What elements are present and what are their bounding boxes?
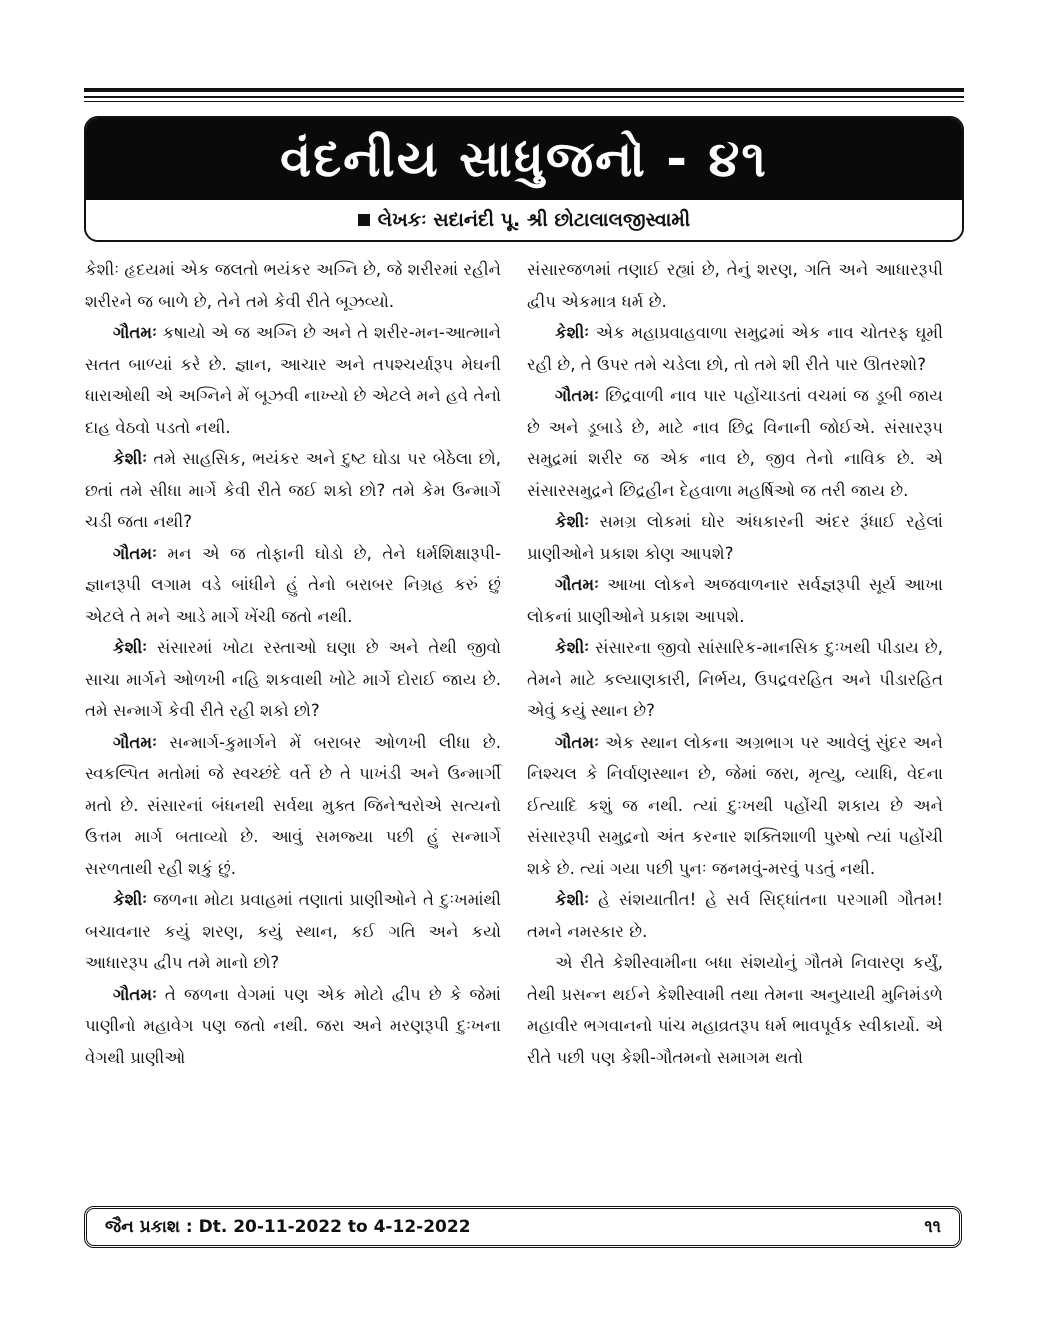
speaker-label: ગૌતમઃ	[113, 323, 157, 342]
paragraph	[527, 947, 943, 1073]
paragraph-text: હે સંશયાતીત! હે સર્વ સિદ્ધાંતના પરગામી ગૌતમ! તમને નમસ્કાર છે.	[527, 890, 943, 941]
paragraph	[527, 254, 943, 317]
paragraph-text: આખા લોકને અજવાળનાર સર્વજ્ઞરૂપી સૂર્ય આખા લોકનાં પ્રાણીઓને પ્રકાશ આપશે.	[527, 575, 943, 626]
speaker-label: ગૌતમઃ	[113, 543, 157, 563]
paragraph	[85, 979, 501, 1074]
paragraph-text: એ રીતે કેશીસ્વામીના બધા સંશયોનું ગૌતમે નિવારણ કર્યું, તેથી પ્રસન્ન થઈને કેશીસ્વામી તથા તેમના અનુયાયી મુનિમંડળે મહાવીર ભગવાનનો પાંચ મહાવ્રતરૂપ ધર્મ ભાવપૂર્વક સ્વીકાર્યો. એ રીતે પછી પણ કેશી-ગૌતમનો સમાગમ થતો	[527, 953, 943, 1067]
square-bullet-icon	[358, 214, 370, 226]
paragraph	[527, 632, 943, 727]
paragraph-text: સન્માર્ગ-કુમાર્ગને મેં બરાબર ઓળખી લીધા છે. સ્વકલ્પિત મતોમાં જે સ્વચ્છંદે વર્તે છે તે પાખંડી અને ઉન્માર્ગી મતો છે. સંસારનાં બંધનથી સર્વથા મુક્ત જિનેશ્વરોએ સત્યનો ઉત્તમ માર્ગ બતાવ્યો છે. આવું સમજ્યા પછી હું સન્માર્ગે સરળતાથી રહી શકું છું.	[85, 732, 501, 878]
speaker-label: કેશીઃ	[113, 638, 148, 657]
paragraph-text: એક મહાપ્રવાહવાળા સમુદ્રમાં એક નાવ ચોતરફ ઘૂમી રહી છે, તે ઉપર તમે ચડેલા છો, તો તમે શી રીતે પાર ઊતરશો?	[527, 323, 943, 374]
paragraph	[85, 254, 501, 317]
page-number: ૧૧	[924, 1217, 941, 1237]
paragraph-text: સંસારમાં ખોટા રસ્તાઓ ઘણા છે અને તેથી જીવો સાચા માર્ગને ઓળખી નહિ શકવાથી ખોટે માર્ગે દોરાઈ જાય છે. તમે સન્માર્ગે કેવી રીતે રહી શકો છો?	[85, 638, 501, 720]
speaker-label: કેશીઃ	[555, 512, 590, 531]
paragraph-text: સમગ્ર લોકમાં ઘોર અંધકારની અંદર રૂંધાઈ રહેલાં પ્રાણીઓને પ્રકાશ કોણ આપશે?	[527, 512, 943, 563]
paragraph-text: તે જળના વેગમાં પણ એક મોટો દ્વીપ છે કે જેમાં પાણીનો મહાવેગ પણ જતો નથી. જરા અને મરણરૂપી દુઃખના વેગથી પ્રાણીઓ	[85, 984, 501, 1067]
paragraph	[527, 569, 943, 632]
paragraph-text: મન એ જ તોફાની ઘોડો છે, તેને ધર્મશિક્ષારૂપી-જ્ઞાનરૂપી લગામ વડે બાંધીને હું તેનો બરાબર નિગ્રહ કરું છું એટલે તે મને આડે માર્ગે ખેંચી જતો નથી.	[85, 543, 501, 626]
paragraph-text: જળના મોટા પ્રવાહમાં તણાતાં પ્રાણીઓને તે દુઃખમાંથી બચાવનાર કયું શરણ, કયું સ્થાન, કઈ ગતિ અને કયો આધારરૂપ દ્વીપ તમે માનો છો?	[85, 890, 501, 972]
speaker-label: કેશીઃ	[555, 638, 590, 657]
paragraph-text: સંસારજળમાં તણાઈ રહ્યાં છે, તેનું શરણ, ગતિ અને આધારરૂપી દ્વીપ એકમાત્ર ધર્મ છે.	[527, 260, 943, 311]
publication-info: જૈન પ્રકાશ : Dt. 20-11-2022 to 4-12-2022	[105, 1217, 471, 1237]
paragraph	[85, 727, 501, 885]
article-banner	[84, 116, 964, 242]
speaker-label: ગૌતમઃ	[555, 386, 599, 405]
paragraph	[527, 317, 943, 380]
left-column	[85, 254, 501, 1073]
page-footer	[84, 1206, 962, 1248]
speaker-label: ગૌતમઃ	[555, 575, 599, 594]
paragraph	[527, 380, 943, 506]
speaker-label: કેશીઃ	[555, 323, 590, 342]
paragraph-text: કેશીઃ હૃદયમાં એક જલતો ભયંકર અગ્નિ છે, જે શરીરમાં રહીને શરીરને જ બાળે છે, તેને તમે કેવી રીતે બૂઝવ્યો.	[85, 260, 501, 311]
paragraph-text: કષાયો એ જ અગ્નિ છે અને તે શરીર-મન-આત્માને સતત બાળ્યાં કરે છે. જ્ઞાન, આચાર અને તપશ્ચર્યારૂપ મેઘની ધારાઓથી એ અગ્નિને મેં બૂઝવી નાખ્યો છે એટલે મને હવે તેનો દાહ વેઠવો પડતો નથી.	[85, 323, 501, 437]
speaker-label: ગૌતમઃ	[113, 732, 157, 752]
speaker-label: કેશીઃ	[113, 890, 148, 909]
paragraph-text: એક સ્થાન લોકના અગ્રભાગ પર આવેલું સુંદર અને નિશ્ચલ કે નિર્વાણસ્થાન છે, જેમાં જરા, મૃત્યુ, વ્યાધિ, વેદના ઈત્યાદિ કશું જ નથી. ત્યાં દુઃખથી પહોંચી શકાય છે અને સંસારરૂપી સમુદ્રનો અંત કરનાર શક્તિશાળી પુરુષો ત્યાં પહોંચી શકે છે. ત્યાં ગયા પછી પુનઃ જનમવું-મરવું પડતું નથી.	[527, 732, 943, 878]
paragraph-text: છિદ્રવાળી નાવ પાર પહોંચાડતાં વચમાં જ ડૂબી જાય છે અને ડૂબાડે છે, માટે નાવ છિદ્ર વિનાની જોઈએ. સંસારરૂપ સમુદ્રમાં શરીર જ એક નાવ છે, જીવ તેનો નાવિક છે. એ સંસારસમુદ્રને છિદ્રહીન દેહવાળા મહર્ષિઓ જ તરી જાય છે.	[527, 386, 943, 500]
paragraph	[527, 506, 943, 569]
author-label: લેખકઃ સદાનંદી પૂ. શ્રી છોટાલાલજીસ્વામી	[377, 209, 691, 231]
top-rule-thin	[84, 101, 964, 102]
paragraph	[85, 884, 501, 979]
right-column	[527, 254, 943, 1073]
top-rule-thick	[84, 88, 964, 92]
speaker-label: કેશીઃ	[555, 890, 590, 909]
top-rule-medium	[84, 96, 964, 98]
paragraph	[85, 538, 501, 633]
speaker-label: ગૌતમઃ	[113, 984, 157, 1004]
paragraph	[85, 317, 501, 443]
article-title: વંદનીય સાધુજનો - ૪૧	[86, 118, 962, 200]
speaker-label: કેશીઃ	[113, 449, 148, 468]
paragraph	[85, 443, 501, 538]
paragraph-text: સંસારના જીવો સાંસારિક-માનસિક દુઃખથી પીડાય છે, તેમને માટે કલ્યાણકારી, નિર્ભય, ઉપદ્રવરહિત અને પીડારહિત એવું કયું સ્થાન છે?	[527, 638, 943, 720]
paragraph	[527, 727, 943, 885]
paragraph	[527, 884, 943, 947]
paragraph-text: તમે સાહસિક, ભયંકર અને દુષ્ટ ઘોડા પર બેઠેલા છો, છતાં તમે સીધા માર્ગે કેવી રીતે જઈ શકો છો? તમે કેમ ઉન્માર્ગે ચડી જતા નથી?	[85, 449, 501, 531]
speaker-label: ગૌતમઃ	[555, 732, 599, 752]
paragraph	[85, 632, 501, 727]
author-line	[86, 200, 962, 240]
